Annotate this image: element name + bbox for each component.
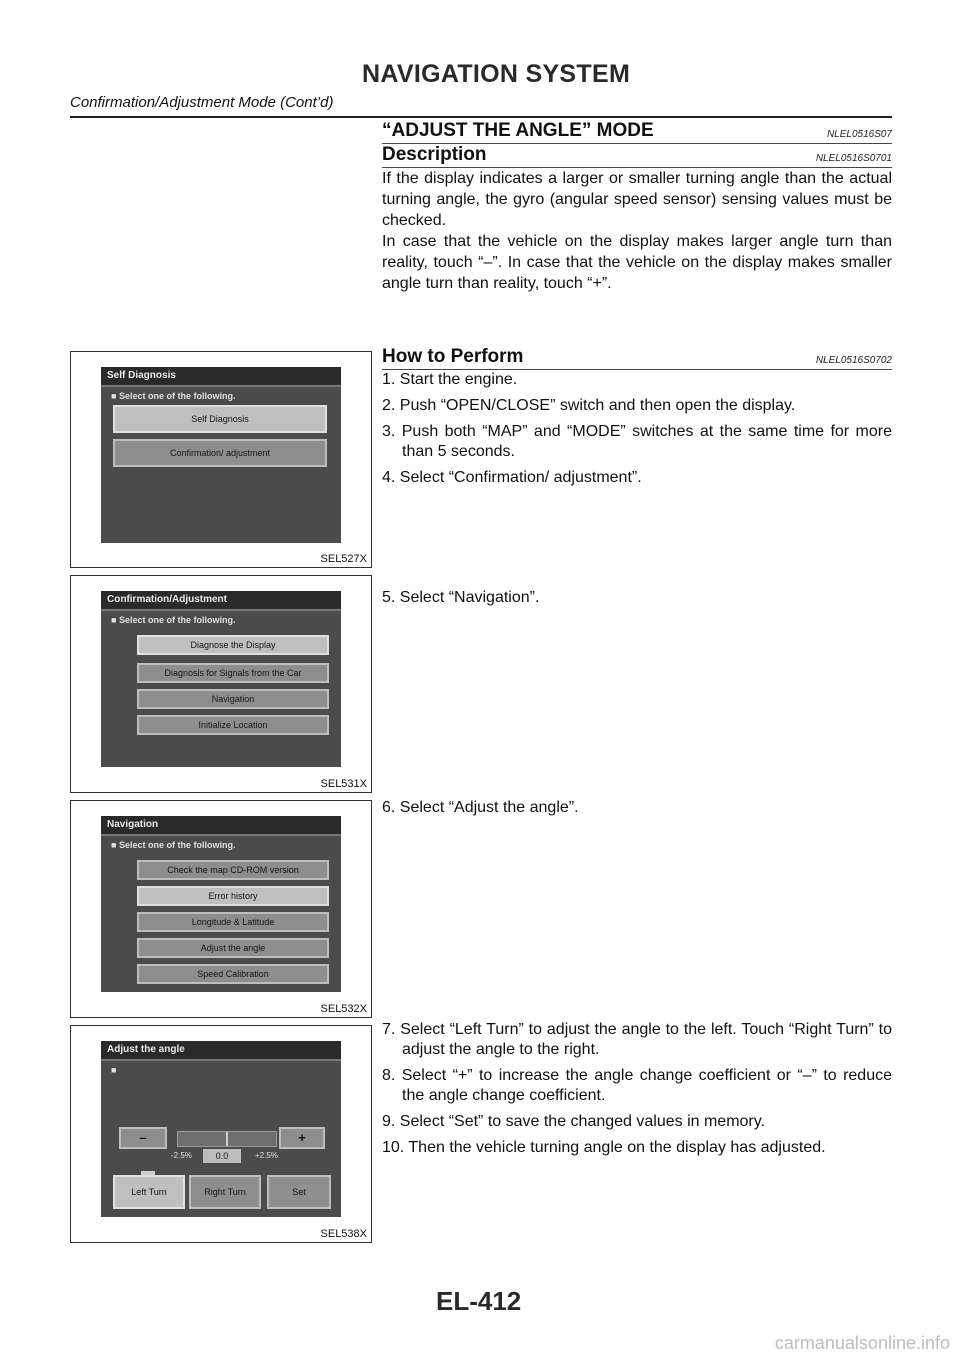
step-item: 4. Select “Confirmation/ adjustment”. — [382, 469, 642, 486]
confirmation-adjustment-button[interactable]: Confirmation/ adjustment — [113, 439, 327, 467]
set-button[interactable]: Set — [267, 1175, 331, 1209]
screen-subtitle: ■ Select one of the following. — [111, 840, 236, 850]
figure-self-diagnosis — [70, 351, 372, 568]
description-paragraph: If the display indicates a larger or smaller turning angle than the actual turning angle, the gyro (angular speed sensor) sensing values must be checked. — [382, 170, 892, 229]
screen-subtitle: ■ Select one of the following. — [111, 391, 236, 401]
screen-subtitle-marker: ■ — [111, 1065, 117, 1075]
screen-title: Confirmation/Adjustment — [101, 591, 341, 609]
section-heading: “ADJUST THE ANGLE” MODE NLEL0516S07 — [382, 120, 892, 141]
min-label: -2.5% — [171, 1151, 192, 1160]
minus-button[interactable]: – — [119, 1127, 167, 1149]
description-code: NLEL0516S0701 — [815, 153, 892, 164]
diagnose-display-button[interactable]: Diagnose the Display — [137, 635, 329, 655]
step-block — [382, 588, 892, 614]
step-item: 5. Select “Navigation”. — [382, 589, 540, 606]
header-rule — [70, 116, 892, 118]
figure-confirmation-adjustment — [70, 575, 372, 793]
longitude-latitude-button[interactable]: Longitude & Latitude — [137, 912, 329, 932]
display-screen — [101, 816, 341, 992]
description-section — [382, 120, 892, 294]
step-item: 2. Push “OPEN/CLOSE” switch and then open the display. — [382, 397, 796, 414]
step-item: 1. Start the engine. — [382, 371, 518, 388]
page-header-title: NAVIGATION SYSTEM — [362, 60, 631, 88]
screen-title: Self Diagnosis — [101, 367, 341, 385]
adjust-angle-button[interactable]: Adjust the angle — [137, 938, 329, 958]
angle-value-display: 0.0 — [203, 1149, 241, 1163]
display-screen — [101, 1041, 341, 1217]
initialize-location-button[interactable]: Initialize Location — [137, 715, 329, 735]
figure-caption: SEL531X — [320, 778, 367, 790]
figure-adjust-angle — [70, 1025, 372, 1243]
diagnosis-signals-button[interactable]: Diagnosis for Signals from the Car — [137, 663, 329, 683]
max-label: +2.5% — [255, 1151, 278, 1160]
screen-title-rule — [101, 834, 341, 836]
figure-caption: SEL527X — [320, 553, 367, 565]
screen-title: Navigation — [101, 816, 341, 834]
angle-slider-track[interactable] — [177, 1131, 277, 1147]
check-map-version-button[interactable]: Check the map CD-ROM version — [137, 860, 329, 880]
step-item: 7. Select “Left Turn” to adjust the angle to the left. Touch “Right Turn” to adjust the angle to the right. — [382, 1021, 892, 1058]
error-history-button[interactable]: Error history — [137, 886, 329, 906]
figure-caption: SEL532X — [320, 1003, 367, 1015]
section-code: NLEL0516S07 — [826, 129, 892, 140]
right-turn-button[interactable]: Right Turn — [189, 1175, 261, 1209]
screen-subtitle: ■ Select one of the following. — [111, 615, 236, 625]
step-item: 9. Select “Set” to save the changed values in memory. — [382, 1113, 766, 1130]
step-item: 8. Select “+” to increase the angle change coefficient or “–” to reduce the angle change coefficient. — [382, 1067, 892, 1104]
description-paragraph: In case that the vehicle on the display makes larger angle turn than reality, touch “–”. In case that the vehicle on the display makes smaller angle turn than reality, touch “+”. — [382, 233, 892, 292]
step-item: 10. Then the vehicle turning angle on the display has adjusted. — [382, 1139, 826, 1156]
description-title: Description NLEL0516S0701 — [382, 144, 892, 165]
page-number: EL-412 — [436, 1286, 522, 1316]
screen-title-rule — [101, 609, 341, 611]
left-turn-button[interactable]: Left Turn — [113, 1175, 185, 1209]
watermark-url: carmanualsonline.info — [774, 1333, 950, 1353]
plus-button[interactable]: + — [279, 1127, 325, 1149]
step-item: 3. Push both “MAP” and “MODE” switches at the same time for more than 5 seconds. — [382, 423, 892, 460]
perform-code: NLEL0516S0702 — [815, 355, 892, 366]
navigation-button[interactable]: Navigation — [137, 689, 329, 709]
display-screen — [101, 591, 341, 767]
step-block — [382, 1020, 892, 1164]
step-block — [382, 798, 892, 824]
figure-caption: SEL538X — [320, 1228, 367, 1240]
display-screen — [101, 367, 341, 543]
step-item: 6. Select “Adjust the angle”. — [382, 799, 579, 816]
screen-title: Adjust the angle — [101, 1041, 341, 1059]
self-diagnosis-button[interactable]: Self Diagnosis — [113, 405, 327, 433]
perform-title: How to Perform NLEL0516S0702 — [382, 346, 892, 367]
speed-calibration-button[interactable]: Speed Calibration — [137, 964, 329, 984]
perform-section — [382, 346, 892, 494]
screen-title-rule — [101, 385, 341, 387]
figure-navigation — [70, 800, 372, 1018]
page-header-subtitle: Confirmation/Adjustment Mode (Cont’d) — [70, 94, 334, 111]
screen-title-rule — [101, 1059, 341, 1061]
angle-slider-center-mark — [226, 1132, 228, 1146]
